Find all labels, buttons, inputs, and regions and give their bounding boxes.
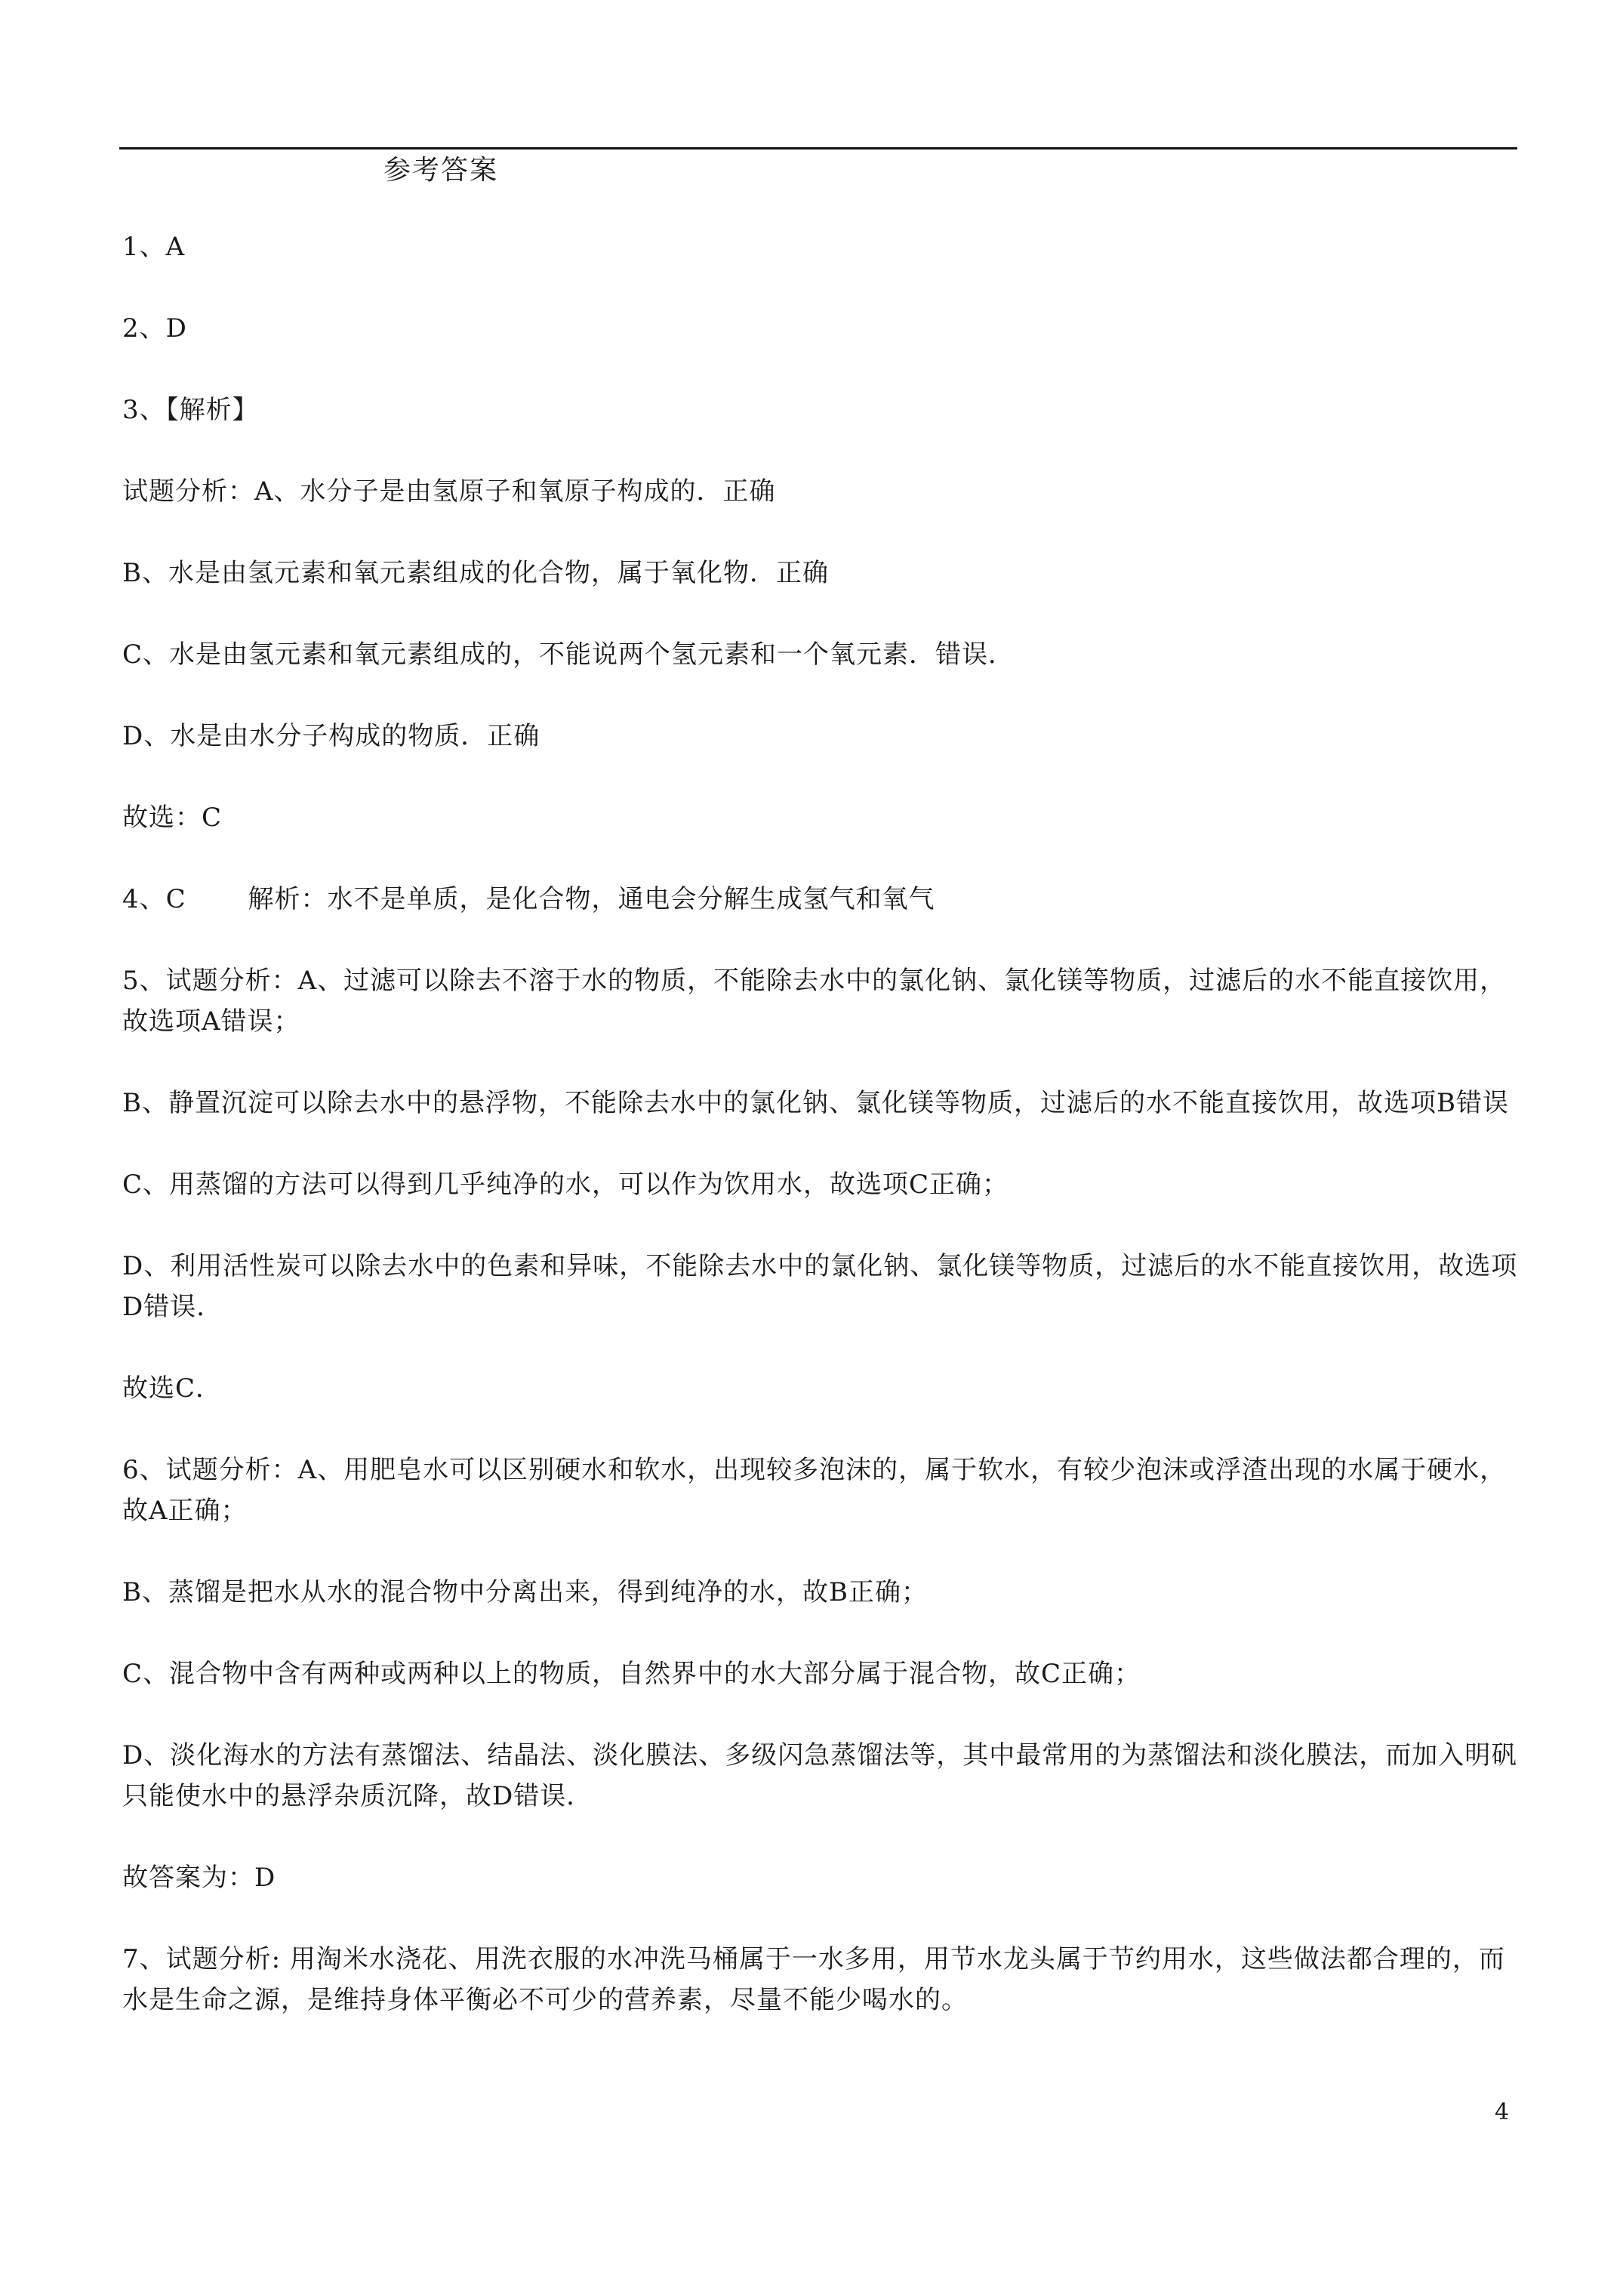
page-number: 4: [1495, 2099, 1510, 2125]
answer-3-heading: 3、【解析】: [122, 395, 259, 425]
header-rule: [119, 147, 1517, 149]
page-title: 参考答案: [383, 155, 499, 186]
answer-6-analysis-d: D、淡化海水的方法有蒸馏法、结晶法、淡化膜法、多级闪急蒸馏法等，其中最常用的为蒸馏法和淡化膜法，而加入明矾只能使水中的悬浮杂质沉降，故D错误．: [122, 1740, 1518, 1811]
answer-6-analysis-b: B、蒸馏是把水从水的混合物中分离出来，得到纯净的水，故B正确；: [122, 1577, 928, 1607]
answer-4: 4、C 解析：水不是单质，是化合物，通电会分解生成氢气和氧气: [122, 884, 935, 914]
answer-3-analysis-c: C、水是由氢元素和氧元素组成的，不能说两个氢元素和一个氧元素．错误．: [122, 639, 1015, 670]
answer-3-analysis-d: D、水是由水分子构成的物质．正确: [122, 721, 540, 751]
answer-3-analysis-a: 试题分析：A、水分子是由氢原子和氧原子构成的．正确: [122, 476, 776, 507]
answer-5-analysis-a: 5、试题分析：A、过滤可以除去不溶于水的物质，不能除去水中的氯化钠、氯化镁等物质，过滤后的水不能直接饮用，故选项A错误；: [122, 966, 1507, 1037]
answer-6-analysis-c: C、混合物中含有两种或两种以上的物质，自然界中的水大部分属于混合物，故C正确；: [122, 1659, 1141, 1689]
answer-3-conclusion: 故选：C: [122, 803, 223, 833]
answer-5-analysis-b: B、静置沉淀可以除去水中的悬浮物，不能除去水中的氯化钠、氯化镁等物质，过滤后的水不能直接饮用，故选项B错误: [122, 1088, 1509, 1118]
answer-3-analysis-b: B、水是由氢元素和氧元素组成的化合物，属于氧化物．正确: [122, 558, 829, 588]
answer-2: 2、D: [122, 313, 187, 344]
answer-5-analysis-c: C、用蒸馏的方法可以得到几乎纯净的水，可以作为饮用水，故选项C正确；: [122, 1170, 1009, 1200]
answer-content: [122, 227, 1519, 2020]
answer-1: 1、A: [122, 232, 186, 262]
answer-5-analysis-d: D、利用活性炭可以除去水中的色素和异味，不能除去水中的氯化钠、氯化镁等物质，过滤后的水不能直接饮用，故选项D错误．: [122, 1251, 1518, 1322]
answer-6-conclusion: 故答案为：D: [122, 1863, 276, 1893]
answer-7: 7、试题分析: 用淘米水浇花、用洗衣服的水冲洗马桶属于一水多用，用节水龙头属于节约用水，这些做法都合理的，而水是生命之源，是维持身体平衡必不可少的营养素，尽量不能少喝水的。: [122, 1944, 1505, 2015]
answer-6-analysis-a: 6、试题分析：A、用肥皂水可以区别硬水和软水，出现较多泡沫的，属于软水，有较少泡沫或浮渣出现的水属于硬水，故A正确；: [122, 1455, 1507, 1526]
answer-5-conclusion: 故选C．: [122, 1373, 223, 1404]
